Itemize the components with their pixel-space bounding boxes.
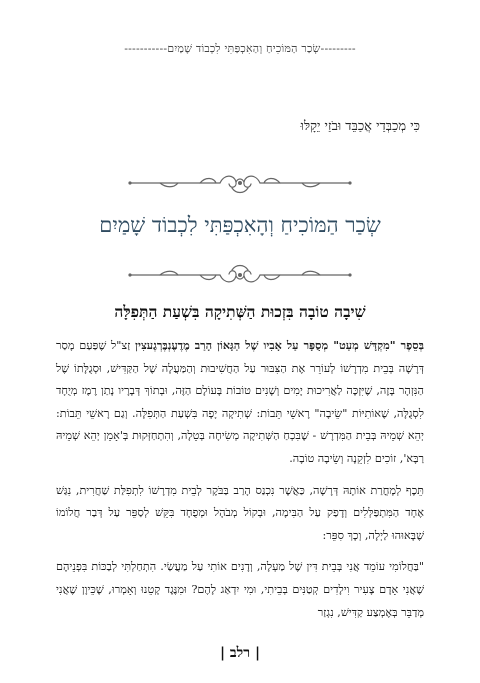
running-head: ---------שְׂכַר הַמּוֹכִיחַ וְהַאִכְפַּתִּי לִכְבוֹד שָׁמַיִם----------- (124, 42, 356, 55)
paragraph (56, 334, 424, 471)
paragraph-lead: בְּסֵפֶר "מִקְדָּשׁ מְעַט" מְסֻפָּר עַל אָבִיו שֶׁל הַגָּאוֹן הָרַב מֶדֶעֶנְבֶּרְגֶעצִין (135, 338, 424, 352)
paragraph (56, 480, 424, 548)
body-text (56, 334, 424, 633)
chapter-title: שְׂכַר הַמּוֹכִיחַ וְהָאִכְפַּתִּי לִכְבוֹד שָׁמַיִם (99, 213, 381, 237)
motto-verse: כִּי מְכַבְּדַי אֲכַבֵּד וּבֹזַי יֵקָלּוּ (300, 119, 420, 134)
flourish-ornament-icon (120, 262, 360, 288)
paragraph (56, 556, 424, 624)
section-title: שִׁיבָה טוֹבָה בִּזְכוּת הַשְּׁתִיקָה בִּשְׁעַת הַתְּפִלָּה (114, 302, 366, 321)
flourish-ornament-icon (120, 170, 360, 196)
paragraph-text: "בַּחֲלוֹמִי עוֹמֵד אֲנִי בְּבֵית דִּין שֶׁל מַעְלָה, וְדָנִים אוֹתִי עַל מַעֲשַׂי. הִתְחַלְתִּי לְבַכּוֹת בִּפְנֵיהֶם שֶׁאֲנִי אָדָם צָעִיר וִילָדִים קְטַנִּים בְּבֵיתִי, וּמִי יִדְאַג לָהֶם? וּמִנֶּגֶד קָטֵנוּ וְאָמְרוּ, שֶׁכֵּיוָן שֶׁאֲנִי מְדַבֵּר בְּאֶמְצַע קַדִּישׁ, נִגְזַר (56, 560, 424, 619)
paragraph-text: זַצ"ל שֶׁפַּעַם מָסַר דְּרָשָׁה בְּבֵית מִדְרָשׁוֹ לְעוֹרֵר אֶת הַצִּבּוּר עַל הַחֲשִׁיבוּת וְהַמַּעֲלָה שֶׁל הַקַּדִּישׁ, וּסְגֻלָּתוֹ שֶׁל הַנִּזְהָר בָּזֶה, שֶׁיִּזְכֶּה לַאֲרִיכוּת יָמִים וְשָׁנִים טוֹבוֹת בָּעוֹלָם הַזֶּה, וּבְתוֹךְ דְּבָרָיו נָתַן רֶמֶז מְיֻחָד לִסְגֻלָּה, שֶׁאוֹתִיּוֹת "שֵׂיבָה" רָאשֵׁי תֵּבוֹת: שְׁתִיקָה יָפָה בִּשְׁעַת הַתְּפִלָּה. וְגַם רָאשֵׁי תֵּבוֹת: יְהֵא שְׁמֵיהּ בְּבֵית הַמִּדְרָשׁ - שֶׁבִּכְחַ הַשְּׁתִיקָה מְשִׂיחָה בְּטֵלָה, וְהִתְחַזְּקוּת בְּ'אָמֵן יְהֵא שְׁמֵיהּ רַבָּא', זוֹכִים לִזְקֵנָה וְשֵׂיבָה טוֹבָה. (56, 339, 424, 465)
ornament-bottom (120, 262, 360, 288)
paragraph-text: תֵּכֶף לְמָחֳרַת אוֹתָהּ דְּרָשָׁה, כַּאֲשֶׁר נִכְנַס הָרַב בַּבֹּקֶר לְבֵית מִדְרָשׁוֹ לִתְפִלַּת שַׁחֲרִית, נִגַּשׁ אֶחָד הַמִּתְפַּלְּלִים וְדָפַק עַל הַבִּימָה, וּבְקוֹל מְבֹהָל וּמְפֻחָד בִּקֵּשׁ לְסַפֵּר עַל דְּבַר חֲלוֹמוֹ שֶׁבָּאוּהוּ לַיְלָה, וְכָךְ סִפֵּר: (56, 483, 424, 542)
ornament-top (120, 170, 360, 196)
page-number: | רלב | (219, 645, 261, 661)
